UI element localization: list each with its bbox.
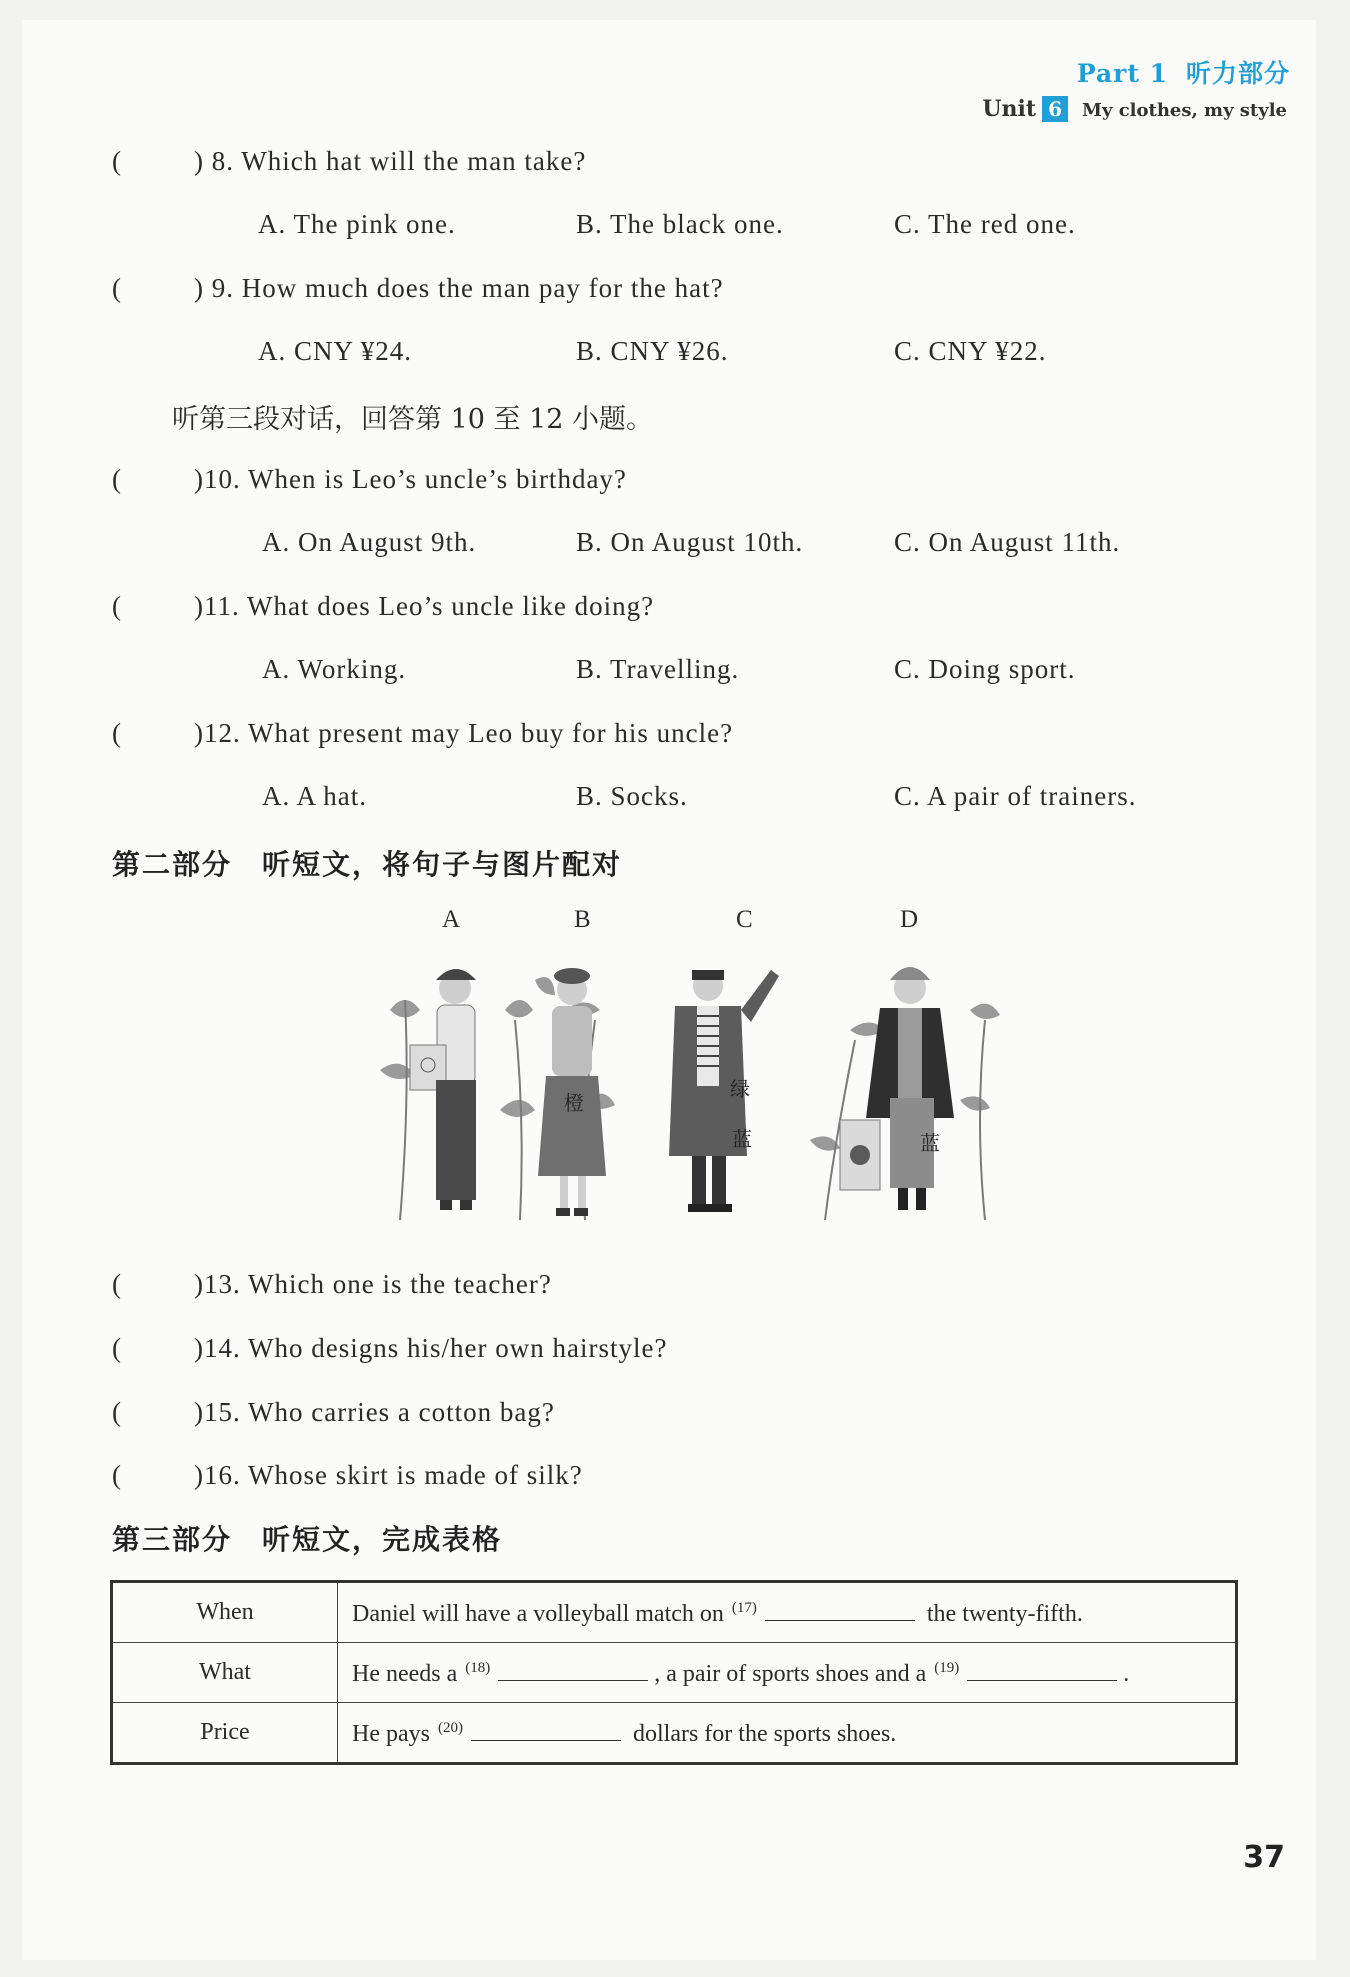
answer-blank-17[interactable] <box>765 1598 915 1621</box>
answer-paren[interactable]: ( <box>112 146 122 176</box>
row-text: He pays <box>352 1720 430 1747</box>
row-text: Daniel will have a volleyball match on <box>352 1600 724 1627</box>
unit-label: Unit <box>982 96 1037 122</box>
row-header: Price <box>112 1703 338 1764</box>
answer-paren[interactable]: ( <box>112 1460 122 1490</box>
question-text: )13. Which one is the teacher? <box>194 1269 552 1299</box>
person-c <box>669 970 779 1212</box>
question-text: )15. Who carries a cotton bag? <box>194 1397 555 1427</box>
row-text: the twenty-fifth. <box>926 1600 1083 1627</box>
row-header: When <box>112 1582 338 1643</box>
row-content <box>338 1582 1237 1643</box>
question-text: )12. What present may Leo buy for his uncle? <box>194 718 734 748</box>
unit-header <box>982 96 1287 122</box>
row-content <box>338 1643 1237 1703</box>
color-mark-blue-d: 蓝 <box>920 1131 940 1155</box>
color-mark-orange: 橙 <box>564 1091 584 1115</box>
option-b: B. The black one. <box>576 209 784 239</box>
option-a: A. CNY ¥24. <box>258 336 413 366</box>
figure-label-c: C <box>736 906 753 933</box>
option-c: C. Doing sport. <box>894 654 1076 684</box>
question-text: )11. What does Leo’s uncle like doing? <box>194 591 655 621</box>
row-text: , a pair of sports shoes and a <box>654 1660 927 1687</box>
figure-label-d: D <box>900 906 919 933</box>
person-a <box>410 969 476 1210</box>
section-3-title: 第三部分 听短文，完成表格 <box>112 1523 503 1556</box>
row-content <box>338 1703 1237 1764</box>
answer-paren[interactable]: ( <box>112 718 122 748</box>
page-number: 37 <box>1243 1840 1285 1875</box>
unit-number-badge: 6 <box>1042 96 1068 122</box>
person-d <box>840 967 954 1210</box>
option-b: B. Socks. <box>576 781 688 811</box>
option-a: A. The pink one. <box>258 209 456 239</box>
row-header: What <box>112 1643 338 1703</box>
question-text: ) 9. How much does the man pay for the hat? <box>194 273 724 303</box>
answer-paren[interactable]: ( <box>112 464 122 494</box>
answer-paren[interactable]: ( <box>112 1269 122 1299</box>
answer-paren[interactable]: ( <box>112 1397 122 1427</box>
answer-table <box>110 1580 1238 1765</box>
instruction-text: 听第三段对话，回答第 10 至 12 小题。 <box>172 404 654 435</box>
row-text: He needs a <box>352 1660 458 1687</box>
blank-number: (18) <box>465 1659 491 1676</box>
part-title: 听力部分 <box>1185 59 1290 88</box>
option-c: C. On August 11th. <box>894 527 1121 557</box>
answer-paren[interactable]: ( <box>112 273 122 303</box>
unit-title: My clothes, my style <box>1082 100 1287 121</box>
figure-label-a: A <box>442 906 461 933</box>
table-row <box>112 1643 1237 1703</box>
figure-label-b: B <box>574 906 591 933</box>
section-2-title: 第二部分 听短文，将句子与图片配对 <box>112 848 623 881</box>
option-c: C. A pair of trainers. <box>894 781 1137 811</box>
color-mark-green: 绿 <box>730 1077 750 1101</box>
option-c: C. The red one. <box>894 209 1076 239</box>
part-header <box>1077 54 1290 90</box>
option-b: B. On August 10th. <box>576 527 804 557</box>
option-a: A. A hat. <box>262 781 368 811</box>
answer-blank-19[interactable] <box>967 1658 1117 1681</box>
option-a: A. Working. <box>262 654 407 684</box>
question-text: )14. Who designs his/her own hairstyle? <box>194 1333 668 1363</box>
part-number: Part 1 <box>1076 59 1168 88</box>
question-text: )16. Whose skirt is made of silk? <box>194 1460 583 1490</box>
blank-number: (17) <box>731 1599 757 1616</box>
option-b: B. CNY ¥26. <box>576 336 729 366</box>
row-text: dollars for the sports shoes. <box>632 1720 897 1747</box>
answer-blank-18[interactable] <box>498 1658 648 1681</box>
option-a: A. On August 9th. <box>262 527 477 557</box>
answer-blank-20[interactable] <box>471 1718 621 1741</box>
question-text: ) 8. Which hat will the man take? <box>194 146 587 176</box>
option-c: C. CNY ¥22. <box>894 336 1047 366</box>
person-b <box>538 968 606 1216</box>
table-row <box>112 1703 1237 1764</box>
question-text: )10. When is Leo’s uncle’s birthday? <box>194 464 627 494</box>
option-b: B. Travelling. <box>576 654 740 684</box>
row-text: . <box>1123 1660 1130 1687</box>
blank-number: (19) <box>934 1659 960 1676</box>
answer-paren[interactable]: ( <box>112 1333 122 1363</box>
blank-number: (20) <box>437 1719 463 1736</box>
color-mark-blue: 蓝 <box>732 1127 752 1151</box>
fashion-people-illustration <box>370 950 1010 1230</box>
table-row <box>112 1582 1237 1643</box>
answer-paren[interactable]: ( <box>112 591 122 621</box>
